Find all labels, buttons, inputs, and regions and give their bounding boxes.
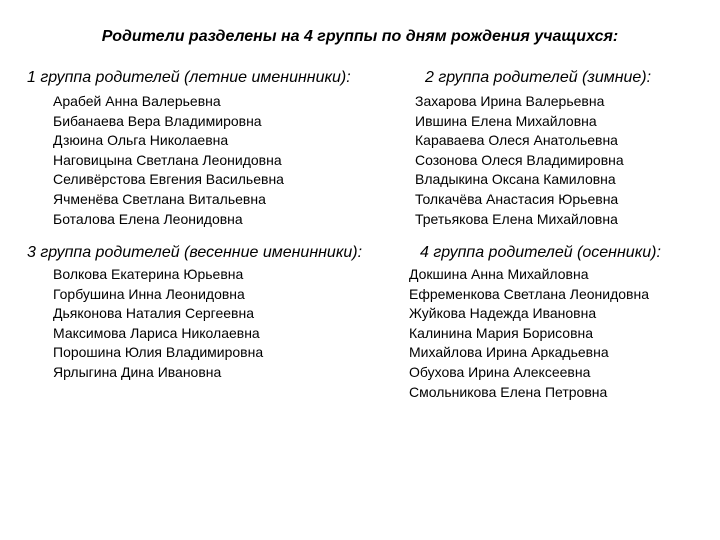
group-2-name: Караваева Олеся Анатольевна	[415, 132, 618, 149]
group-4-heading: 4 группа родителей (осенники):	[420, 244, 661, 261]
group-2-name: Третьякова Елена Михайловна	[415, 210, 618, 227]
group-1-name: Арабей Анна Валерьевна	[53, 93, 221, 109]
group-1-name: Ячменёва Светлана Витальевна	[53, 190, 266, 207]
group-3-name: Порошина Юлия Владимировна	[53, 344, 264, 361]
group-4-name: Смольникова Елена Петровна	[409, 383, 608, 400]
group-2-name-list	[415, 92, 651, 229]
group-2	[415, 68, 652, 229]
group-1-name-list	[27, 92, 351, 229]
group-3-heading: 3 группа родителей (весенние именинники):	[27, 244, 363, 261]
group-4-name: Обухова Ирина Алексеевна	[409, 363, 591, 380]
group-4-name: Михайлова Ирина Аркадьевна	[409, 344, 609, 361]
group-2-name: Захарова Ирина Валерьевна	[415, 93, 605, 109]
group-2-name: Толкачёва Анастасия Юрьевна	[415, 190, 619, 207]
group-1-name: Наговицына Светлана Леонидовна	[53, 151, 282, 168]
group-4-name: Ефременкова Светлана Леонидовна	[409, 285, 649, 302]
group-3-name: Максимова Лариса Николаевна	[53, 324, 260, 341]
page-title: Родители разделены на 4 группы по дням рождения учащихся:	[101, 28, 619, 45]
group-3-name: Горбушина Инна Леонидовна	[53, 285, 245, 302]
group-4	[409, 243, 661, 402]
group-1-heading: 1 группа родителей (летние именинники):	[27, 69, 351, 86]
group-4-name: Калинина Мария Борисовна	[409, 324, 594, 341]
group-1-name: Дзюина Ольга Николаевна	[53, 132, 229, 149]
group-1	[27, 68, 351, 229]
group-1-name: Боталова Елена Леонидовна	[53, 210, 243, 227]
group-2-name: Владыкина Оксана Камиловна	[415, 171, 616, 188]
group-3-name: Волкова Екатерина Юрьевна	[53, 266, 244, 282]
group-2-heading: 2 группа родителей (зимние):	[425, 69, 652, 86]
group-1-name: Бибанаева Вера Владимировна	[53, 112, 262, 129]
group-3	[27, 243, 362, 383]
group-4-name: Жуйкова Надежда Ивановна	[409, 305, 597, 322]
group-3-name: Ярлыгина Дина Ивановна	[53, 363, 222, 380]
group-2-name: Ившина Елена Михайловна	[415, 112, 597, 129]
group-3-name-list	[27, 265, 362, 383]
group-4-name: Докшина Анна Михайловна	[409, 266, 589, 282]
group-1-name: Селивёрстова Евгения Васильевна	[53, 171, 284, 188]
group-3-name: Дьяконова Наталия Сергеевна	[53, 305, 254, 322]
group-4-name-list	[409, 265, 661, 402]
group-2-name: Созонова Олеся Владимировна	[415, 151, 624, 168]
